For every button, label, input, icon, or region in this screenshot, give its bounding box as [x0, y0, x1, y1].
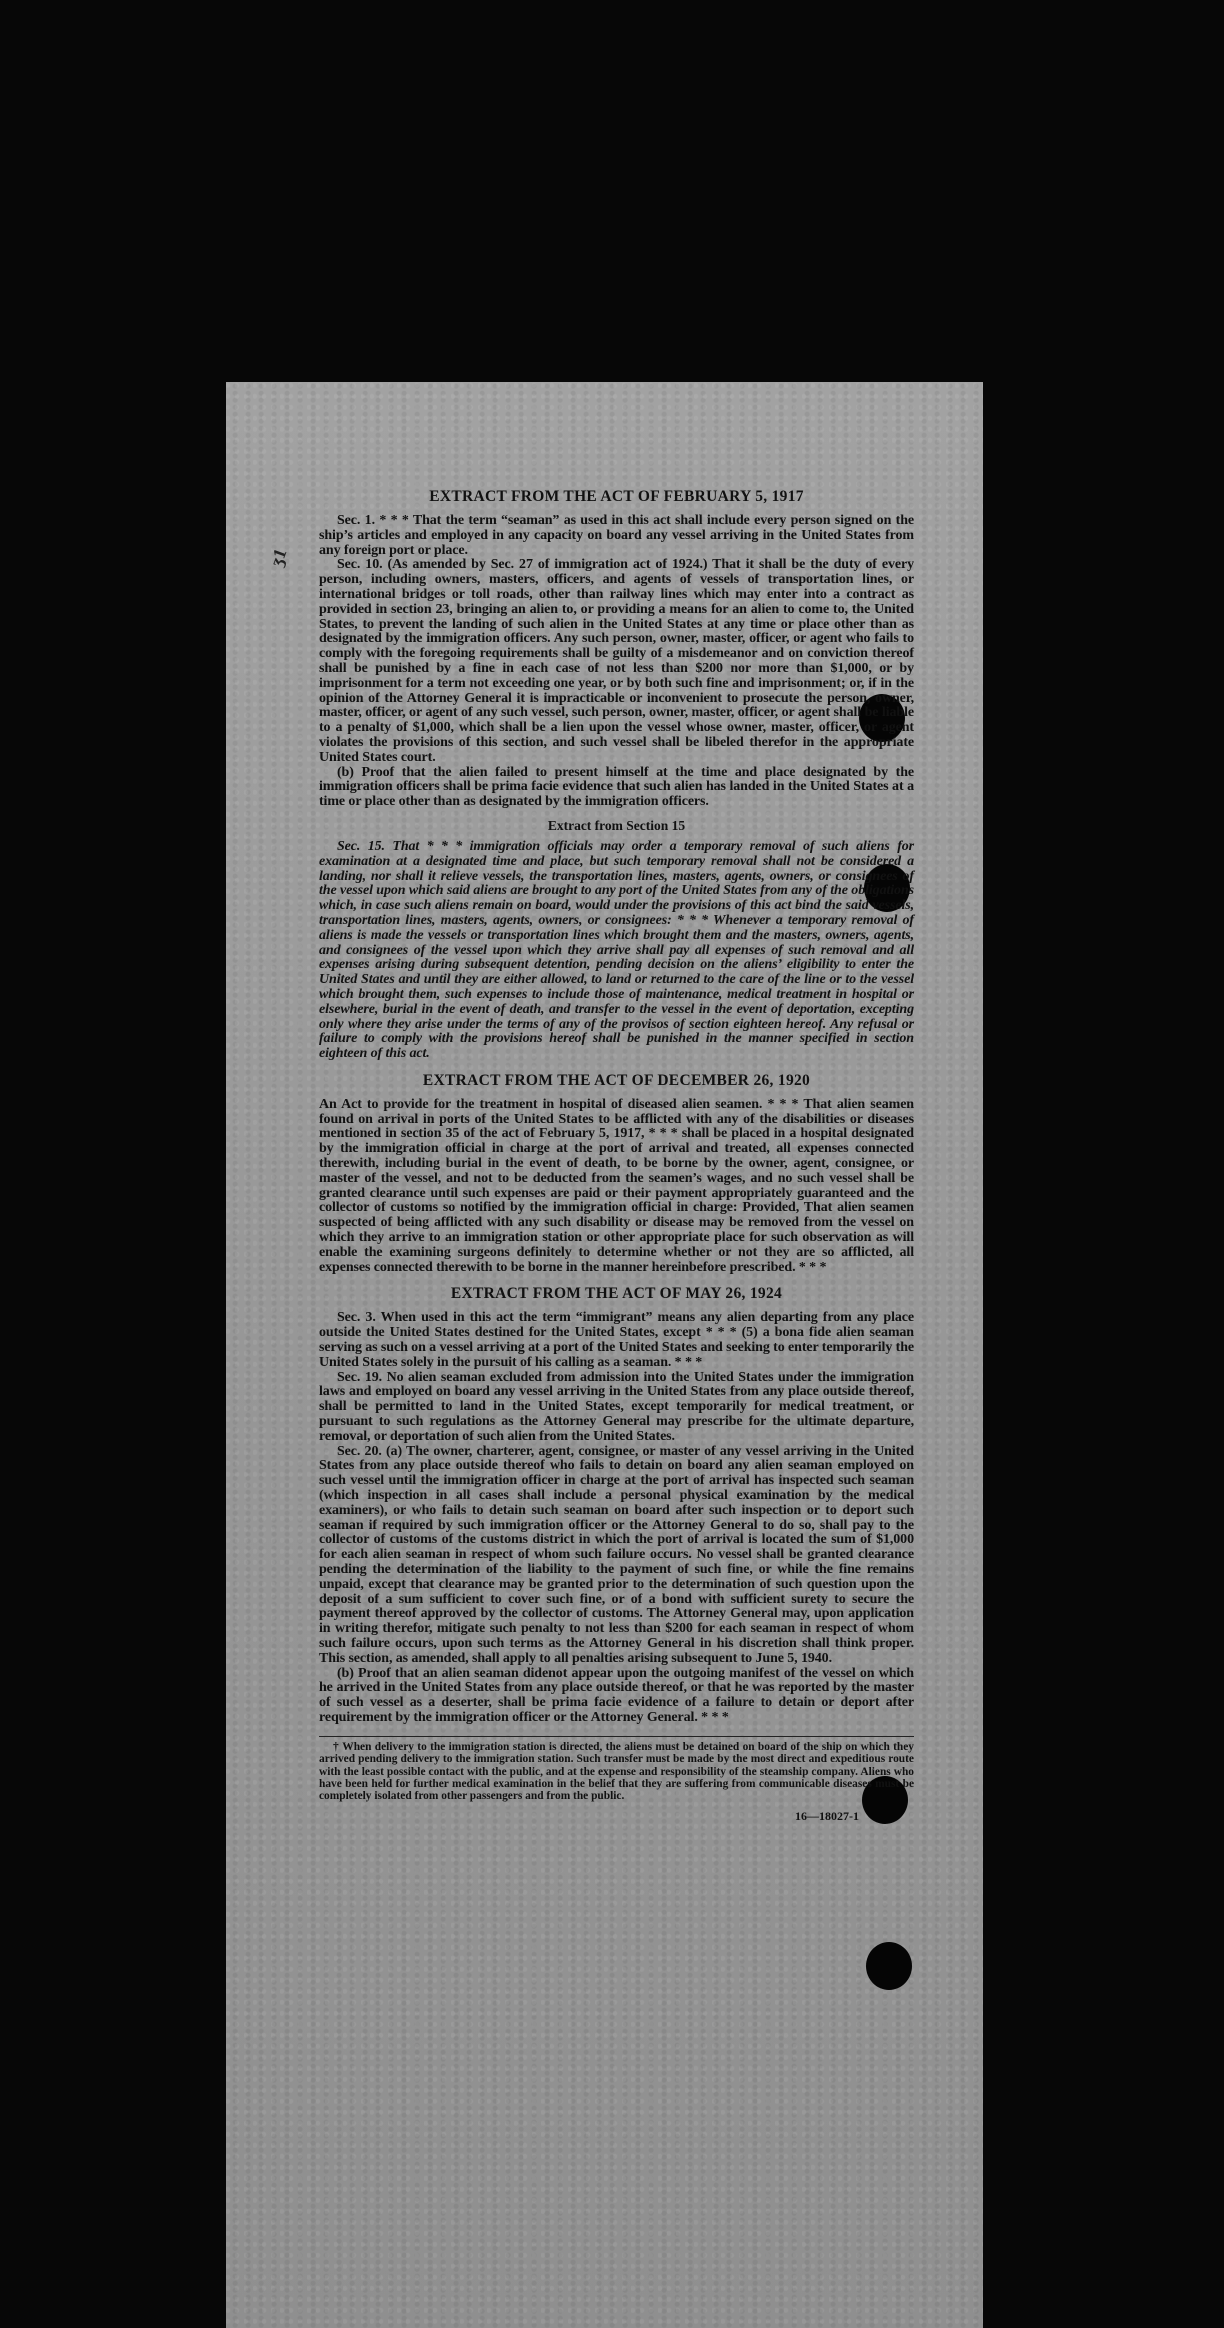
act-1920-paragraph: An Act to provide for the treatment in hospital of diseased alien seamen. * * * That alien seamen found on arrival in ports of the United States to be afflicted with any of the disabilities or diseases mentioned in section 35 of the act of February 5, 1917, * * * shall be placed in a hospital designated by the immigration official in charge at the port of arrival and treated, all expenses connected therewith, including burial in the event of death, to be borne by the owner, agent, consignee, or master of the vessel, and not to be deducted from the seamen’s wages, and no such vessel shall be granted clearance until such expenses are paid or their payment appropriately guaranteed and the collector of customs so notified by the immigration official in charge: Provided, That alien seamen suspected of being afflicted with any such disability or disease may be removed from the vessel on which they arrive to an immigration station or other appropriate place for such observation as will enable the examining surgeons definitely to determine whether or not they are so afflicted, all expenses connected therewith to be borne in the manner hereinbefore prescribed. * * * — [319, 1096, 914, 1275]
footnote-divider — [319, 1736, 914, 1737]
footnote: † When delivery to the immigration station is directed, the aliens must be detained on board of the ship on which they arrived pending delivery to the immigration station. Such transfer must be made by the most direct and expeditious route with the least possible contact with the public, and at the expense and responsibility of the steamship company. Aliens who have been held for further medical examination in the belief that they are suffering from communicable diseases must be completely isolated from other passengers and from the public. — [319, 1740, 914, 1803]
section-10b-paragraph: (b) Proof that the alien failed to present himself at the time and place designated by the immigration officers shall be prima facie evidence that such alien has landed in the United States at a time or place other than as designated by the immigration officers. — [319, 764, 914, 810]
section-20b-paragraph: (b) Proof that an alien seaman didenot appear upon the outgoing manifest of the vessel on which he arrived in the United States from any place outside thereof, or that he was reported by the master of such vessel as a deserter, shall be prima facie evidence of a failure to detain or deport after requirement by the immigration officer or the Attorney General. * * * — [319, 1665, 914, 1725]
heading-act-1917: EXTRACT FROM THE ACT OF FEBRUARY 5, 1917 — [429, 488, 804, 505]
heading-section-15: Extract from Section 15 — [547, 817, 686, 833]
document-page — [226, 382, 983, 2328]
heading-act-1924: EXTRACT FROM THE ACT OF MAY 26, 1924 — [450, 1285, 783, 1303]
section-1-paragraph: Sec. 1. * * * That the term “seaman” as used in this act shall include every person signed on the ship’s articles and employed in any capacity on board any vessel arriving in the United States from any foreign port or place. — [319, 513, 914, 558]
section-10-paragraph: Sec. 10. (As amended by Sec. 27 of immigration act of 1924.) That it shall be the duty of every person, including owners, masters, officers, and agents of vessels of transportation lines, or international bridges or toll roads, other than railway lines which may enter into a contract as provided in section 23, bringing an alien to, or providing a means for an alien to come to, the United States, to prevent the landing of such alien in the United States at any time or place other than as designated by the immigration officers. Any such person, owner, master, officer, or agent who fails to comply with the foregoing requirements shall be guilty of a misdemeanor and on conviction thereof shall be punished by a fine in each case of not less than $200 nor more than $1,000, or by imprisonment for a term not exceeding one year, or by both such fine and imprisonment; or, if in the opinion of the Attorney General it is impracticable or inconvenient to prosecute the person, owner, master, officer, or agent of any such vessel, such person, owner, master, officer, or agent shall be liable to a penalty of $1,000, which shall be a lien upon the vessel whose owner, master, officer, or agent violates the provisions of this section, and such vessel shall be libeled therefor in the appropriate United States court. — [319, 557, 914, 765]
punch-hole — [866, 1942, 912, 1990]
section-3-paragraph: Sec. 3. When used in this act the term “immigrant” means any alien departing from any place outside the United States destined for the United States, except * * * (5) a bona fide alien seaman serving as such on a vessel arriving at a port of the United States and seeking to enter temporarily the United States solely in the pursuit of his calling as a seaman. * * * — [319, 1310, 914, 1370]
section-15-paragraph: Sec. 15. That * * * immigration officials may order a temporary removal of such aliens for examination at a designated time and place, but such temporary removal shall not be considered a landing, nor shall it relieve vessels, the transportation lines, masters, agents, owners, or consignees of the vessel upon which said aliens are brought to any port of the United States from any of the obligations which, in case such aliens remain on board, would under the provisions of this act bind the said vessels, transportation lines, masters, agents, owners, or consignees: * * * Whenever a temporary removal of aliens is made the vessels or transportation lines which brought them and the masters, owners, agents, and consignees of the vessel upon which they arrive shall pay all expenses of such removal and all expenses arising during subsequent detention, pending decision on the aliens’ eligibility to enter the United States and until they are either allowed, to land or returned to the care of the line or to the vessel which brought them, such expenses to include those of maintenance, medical treatment in hospital or elsewhere, burial in the event of death, and transfer to the vessel in the event of deportation, excepting only where they arise under the terms of any of the provisos of section eighteen hereof. Any refusal or failure to comply with the provisions hereof shall be punished in the manner specified in section eighteen of this act. — [319, 838, 914, 1062]
handwritten-mark: ʒ1 — [265, 545, 291, 569]
section-20a-paragraph: Sec. 20. (a) The owner, charterer, agent, consignee, or master of any vessel arriving in the United States from any place outside thereof who fails to detain on board any alien seaman employed on such vessel until the immigration officer in charge at the port of arrival has inspected such seaman (which inspection in all cases shall include a personal physical examination by the medical examiners), or who fails to detain such seaman on board after such inspection or to deport such seaman if required by such immigration officer or the Attorney General to do so, shall pay to the collector of customs of the customs district in which the port of arrival is located the sum of $1,000 for each alien seaman in respect of whom such failure occurs. No vessel shall be granted clearance pending the determination of the liability to the payment of such fine, or while the fine remains unpaid, except that clearance may be granted prior to the determination of such question upon the deposit of a sum sufficient to cover such fine, or of a bond with sufficient surety to secure the payment thereof approved by the collector of customs. The Attorney General may, upon application in writing therefor, mitigate such penalty to not less than $200 for each seaman in respect of whom such failure occurs, upon such terms as the Attorney General in his discretion shall think proper. This section, as amended, shall apply to all penalties arising subsequent to June 5, 1940. — [319, 1443, 914, 1666]
form-number: 16—18027-1 — [795, 1808, 859, 1823]
heading-act-1920: EXTRACT FROM THE ACT OF DECEMBER 26, 1920 — [422, 1071, 811, 1089]
section-19-paragraph: Sec. 19. No alien seaman excluded from admission into the United States under the immigration laws and employed on board any vessel arriving in the United States from any place outside thereof, shall be permitted to land in the United States, except temporarily for medical treatment, or pursuant to such regulations as the Attorney General may prescribe for the ultimate departure, removal, or deportation of such alien from the United States. — [319, 1369, 914, 1444]
document-body — [319, 478, 914, 1824]
